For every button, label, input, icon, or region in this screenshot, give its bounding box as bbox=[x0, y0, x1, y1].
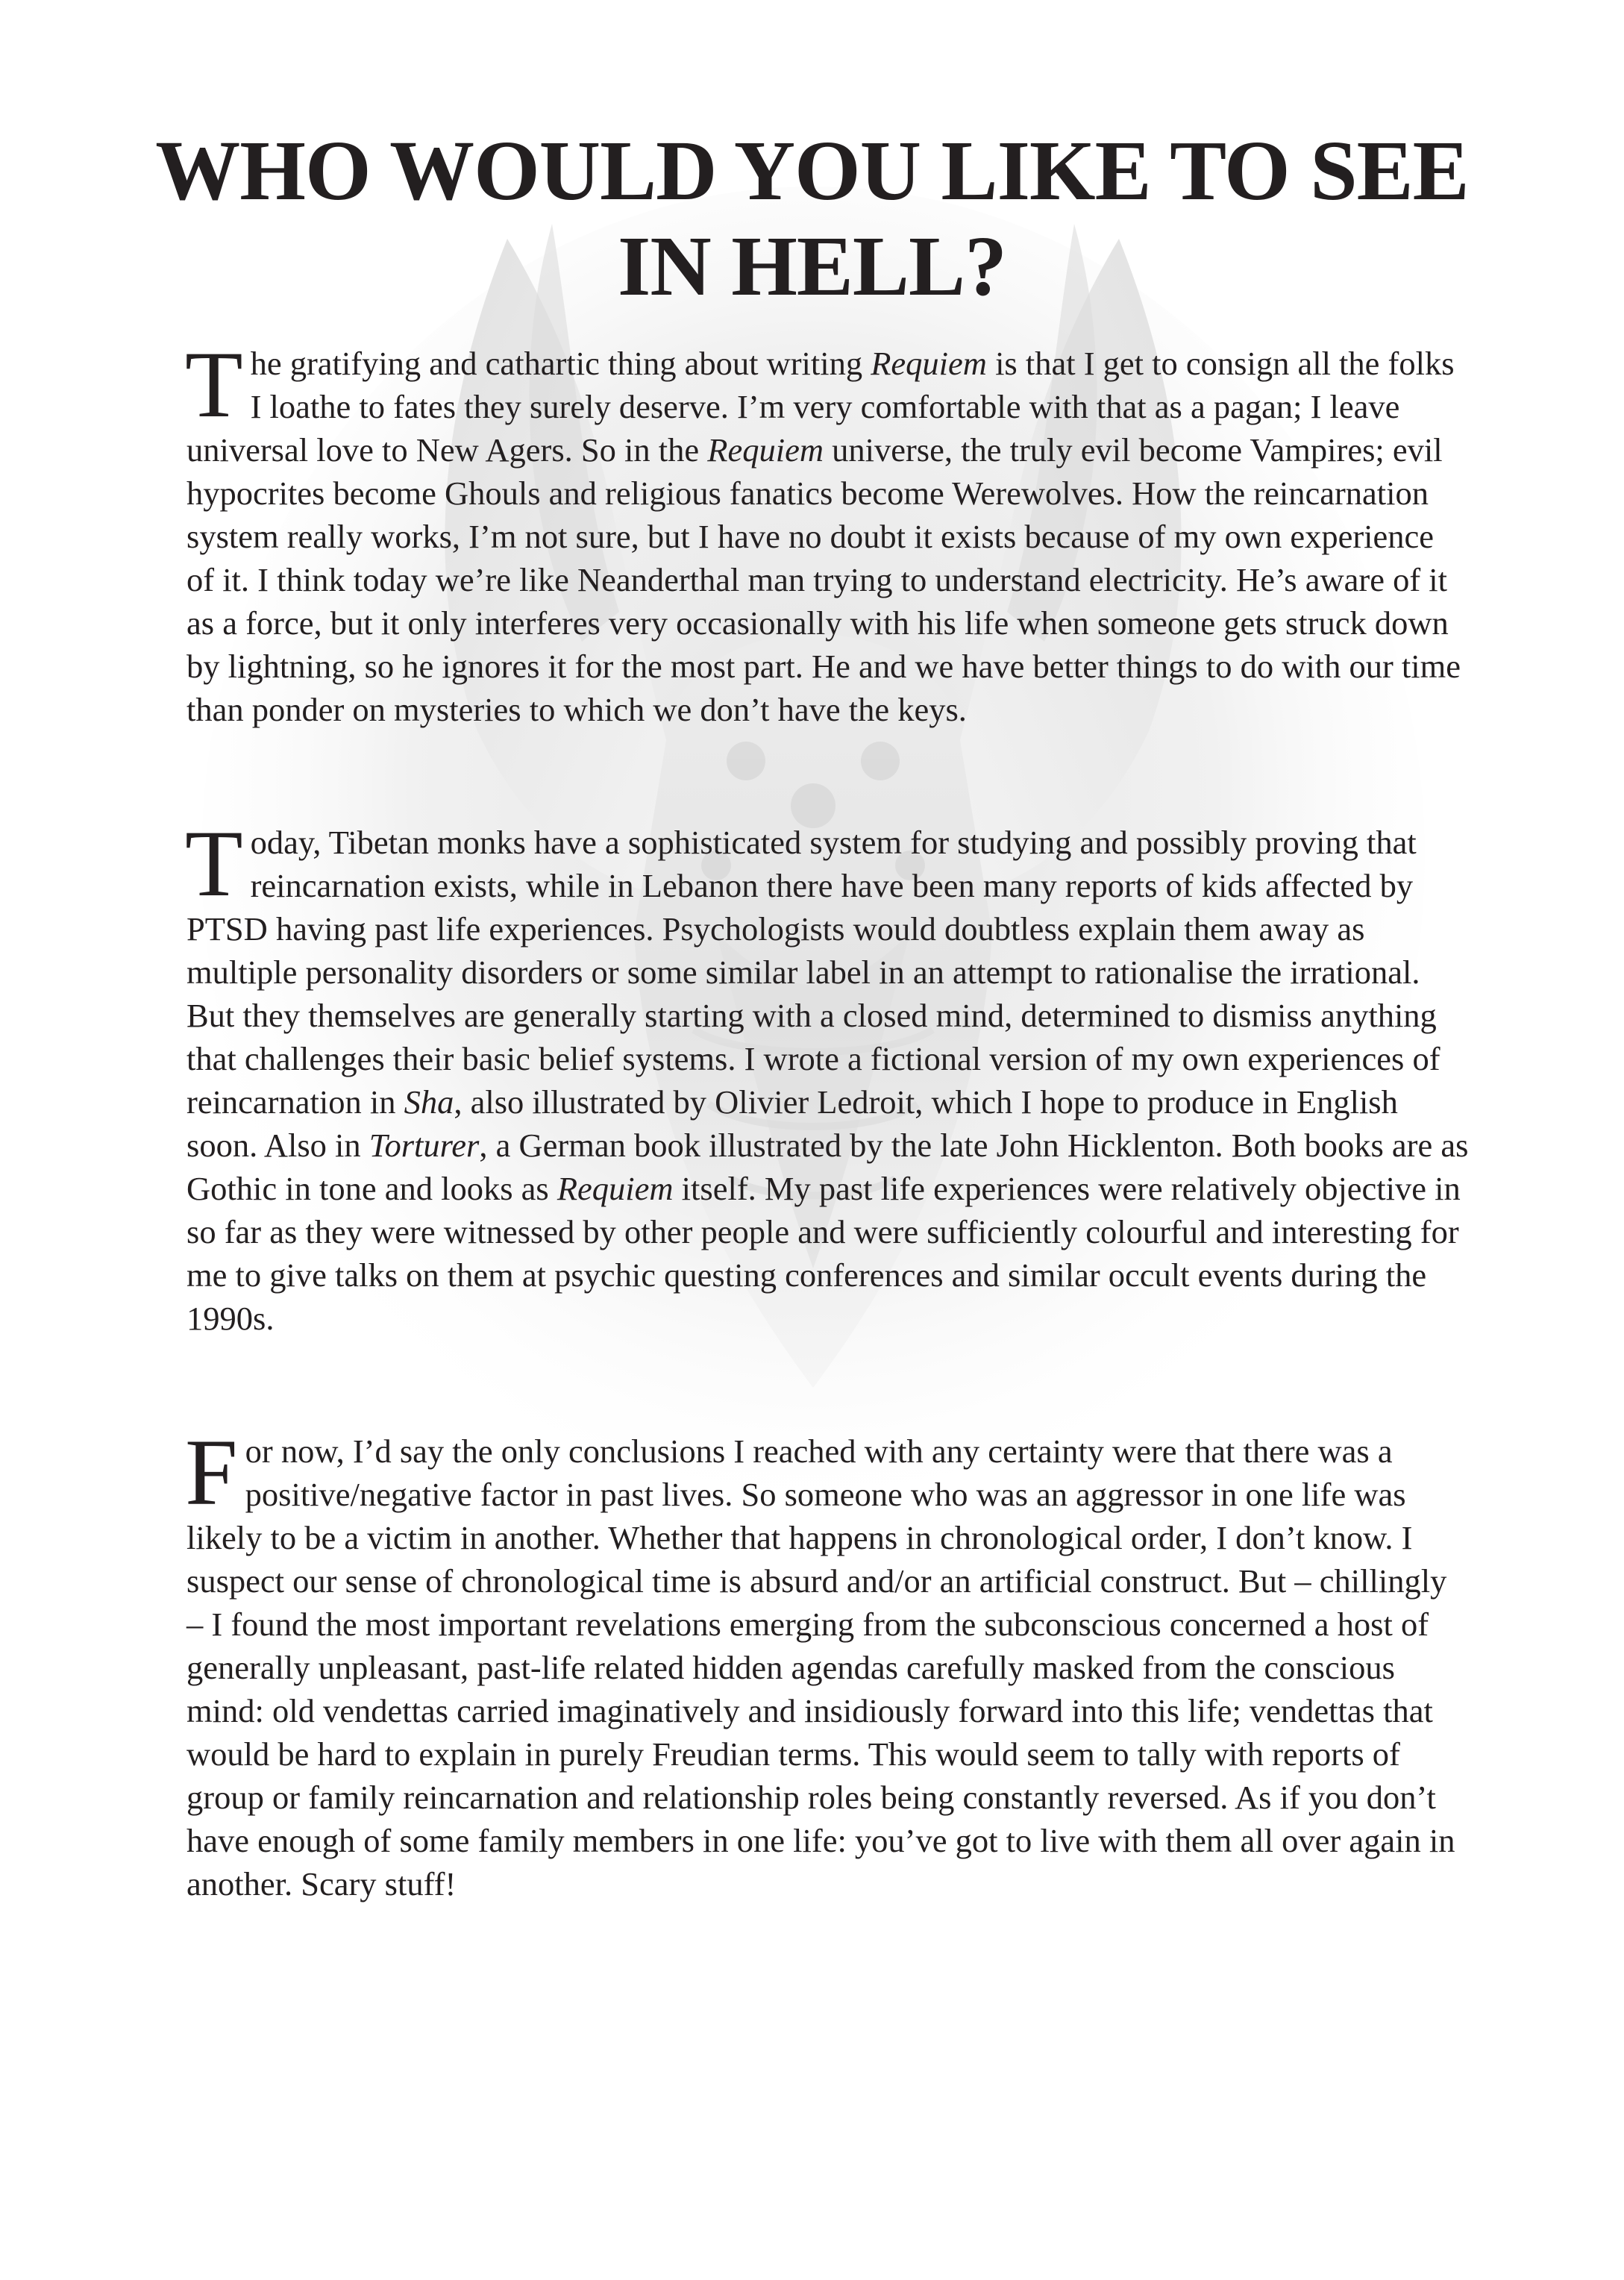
text-run: he gratifying and cathartic thing about writing bbox=[250, 345, 871, 382]
drop-cap: T bbox=[185, 812, 243, 916]
text-run: , also illustrated by Olivier Ledroit, which I hope to produce in English soon. Also in bbox=[186, 1083, 1398, 1164]
text-run: oday, Tibetan monks have a sophisticated system for studying and possibly proving that reincarnation exists, while in Lebanon there have been many reports of kids affected by PTSD having past life experiences. Psychologists would doubtless explain them away as multiple personality disorders or some similar label in an attempt to rationalise the irrational. But they themselves are generally starting with a closed mind, determined to dismiss anything that challenges their basic belief systems. I wrote a fictional version of my own experiences of reincarnation in bbox=[186, 824, 1440, 1121]
italic-title: Sha bbox=[404, 1083, 454, 1121]
text-run: , a German book illustrated by the late John Hicklenton. Both books are as Gothic in tone and looks as bbox=[186, 1127, 1469, 1207]
italic-title: Requiem bbox=[707, 431, 824, 469]
paragraph-3 bbox=[185, 1421, 1470, 1905]
paragraph-1 bbox=[185, 333, 1470, 731]
drop-cap: F bbox=[185, 1421, 238, 1525]
page-title: WHO WOULD YOU LIKE TO SEE IN HELL? bbox=[155, 123, 1469, 313]
italic-title: Requiem bbox=[557, 1170, 674, 1207]
italic-title: Torturer bbox=[369, 1127, 480, 1164]
text-run: or now, I’d say the only conclusions I reached with any certainty were that there was a positive/negative factor in past lives. So someone who was an aggressor in one life was likely to be a victim in another. Whether that happens in chronological order, I don’t know. I suspect our sense of chronological time is absurd and/or an artificial construct. But – chillingly – I found the most important revelations emerging from the subconscious concerned a host of generally unpleasant, past-life related hidden agendas carefully masked from the conscious mind: old vendettas carried imaginatively and insidiously forward into this life; vendettas that would be hard to explain in purely Freudian terms. This would seem to tally with reports of group or family reincarnation and relationship roles being constantly reversed. As if you don’t have enough of some family members in one life: you’ve got to live with them all over again in another. Scary stuff! bbox=[186, 1432, 1455, 1902]
paragraph-2 bbox=[185, 812, 1470, 1340]
italic-title: Requiem bbox=[871, 345, 987, 382]
text-run: universe, the truly evil become Vampires; evil hypocrites become Ghouls and religious fanatics become Werewolves. How the reincarnation system really works, I’m not sure, but I have no doubt it exists because of my own experience of it. I think today we’re like Neanderthal man trying to understand electricity. He’s aware of it as a force, but it only interferes very occasionally with his life when someone gets struck down by lightning, so he ignores it for the most part. He and we have better things to do with our time than ponder on mysteries to which we don’t have the keys. bbox=[186, 431, 1461, 728]
drop-cap: T bbox=[185, 333, 243, 437]
text-run: is that I get to consign all the folks I loathe to fates they surely deserve. I’m very comfortable with that as a pagan; I leave universal love to New Agers. So in the bbox=[186, 345, 1455, 469]
text-run: itself. My past life experiences were relatively objective in so far as they were witnessed by other people and were sufficiently colourful and interesting for me to give talks on them at psychic questing conferences and similar occult events during the 1990s. bbox=[186, 1170, 1461, 1337]
